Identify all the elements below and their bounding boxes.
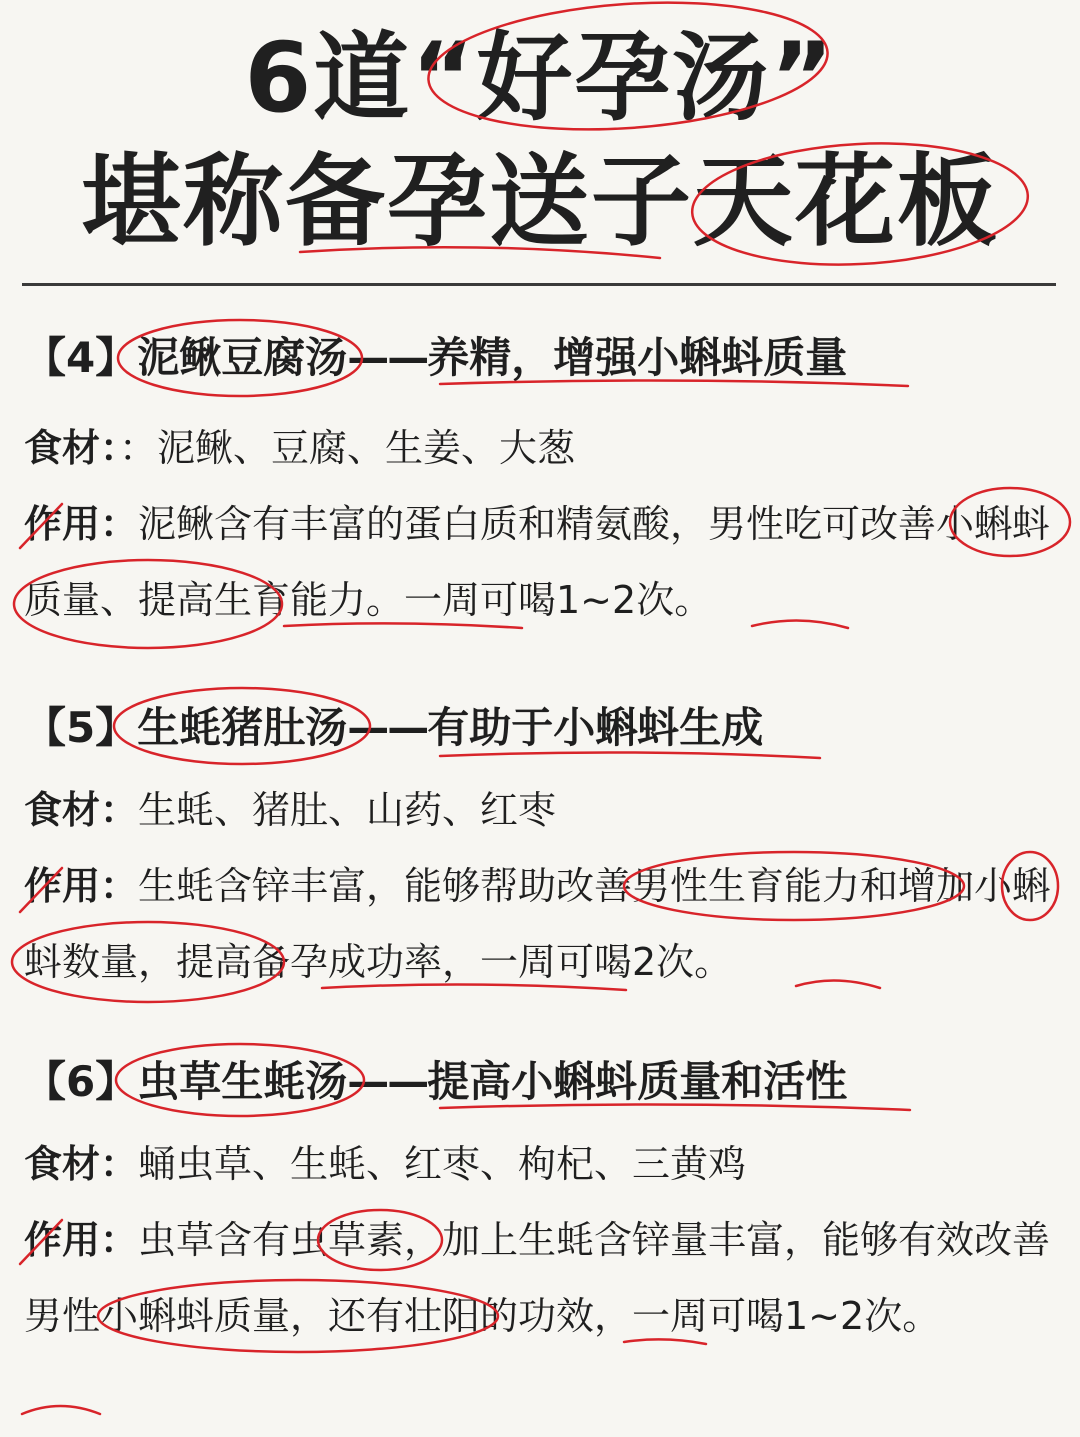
recipe-benefit: 有助于小蝌蚪生成 bbox=[427, 703, 764, 752]
effect-text: 虫草含有虫草素，加上生蚝含锌量丰富，能够有效改善男性小蝌蚪质量，还有壮阳的功效，一周可喝1~2次。 bbox=[24, 1218, 1051, 1338]
ingredients-line bbox=[24, 1126, 1064, 1202]
effect-label: 作用： bbox=[24, 864, 139, 908]
recipe-number: 【4】 bbox=[24, 333, 138, 382]
title-divider bbox=[22, 283, 1056, 286]
recipe-number: 【5】 bbox=[24, 703, 138, 752]
effect-label: 作用： bbox=[24, 502, 139, 546]
page-title-line2: 堪称备孕送子天花板 bbox=[81, 143, 999, 260]
recipe-benefit: 养精，增强小蝌蚪质量 bbox=[427, 333, 848, 382]
recipe-heading bbox=[24, 1052, 1064, 1112]
recipe-section-6 bbox=[24, 1052, 1064, 1354]
recipe-heading bbox=[24, 328, 1064, 388]
ingredients-label: 食材： bbox=[24, 426, 120, 470]
ingredients-line bbox=[24, 772, 1064, 848]
ingredients-text: ：泥鳅、豆腐、生姜、大葱 bbox=[119, 426, 576, 470]
page-title-line1: 6道“好孕汤” bbox=[244, 22, 836, 134]
recipe-name: 虫草生蚝汤 bbox=[137, 1057, 348, 1106]
recipe-benefit: 提高小蝌蚪质量和活性 bbox=[427, 1057, 848, 1106]
recipe-number: 【6】 bbox=[24, 1057, 138, 1106]
heading-dash: —— bbox=[347, 1057, 428, 1106]
ingredients-line bbox=[24, 410, 1064, 486]
effect-label: 作用： bbox=[24, 1218, 139, 1262]
ingredients-text: 蛹虫草、生蚝、红枣、枸杞、三黄鸡 bbox=[138, 1142, 747, 1186]
recipe-section-4 bbox=[24, 328, 1064, 638]
effect-text: 泥鳅含有丰富的蛋白质和精氨酸，男性吃可改善小蝌蚪质量、提高生育能力。一周可喝1~2次。 bbox=[24, 502, 1051, 622]
effect-paragraph bbox=[24, 848, 1064, 1000]
ingredients-label: 食材： bbox=[24, 1142, 139, 1186]
underline-mark bbox=[22, 1406, 100, 1414]
ingredients-label: 食材： bbox=[24, 788, 139, 832]
effect-text: 生蚝含锌丰富，能够帮助改善男性生育能力和增加小蝌蚪数量，提高备孕成功率，一周可喝2次。 bbox=[24, 864, 1051, 984]
recipe-name: 生蚝猪肚汤 bbox=[137, 703, 348, 752]
effect-paragraph bbox=[24, 1202, 1064, 1354]
recipe-heading bbox=[24, 698, 1064, 758]
heading-dash: —— bbox=[347, 703, 428, 752]
effect-paragraph bbox=[24, 486, 1064, 638]
recipe-section-5 bbox=[24, 698, 1064, 1000]
recipe-name: 泥鳅豆腐汤 bbox=[137, 333, 348, 382]
heading-dash: —— bbox=[347, 333, 428, 382]
ingredients-text: 生蚝、猪肚、山药、红枣 bbox=[138, 788, 557, 832]
